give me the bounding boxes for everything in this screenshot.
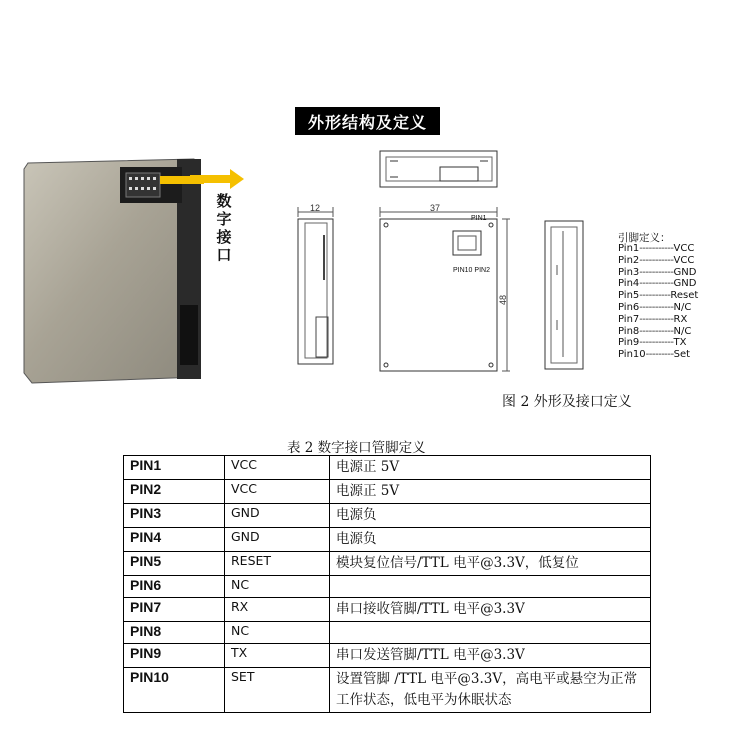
- pin-cell: PIN2: [124, 480, 225, 504]
- signal-cell: GND: [225, 504, 330, 528]
- pin-def-row: Pin3 ----------- GND: [618, 266, 697, 278]
- pin-cell: PIN7: [124, 598, 225, 622]
- desc-cell: 电源正 5V: [330, 480, 651, 504]
- signal-cell: RX: [225, 598, 330, 622]
- signal-cell: VCC: [225, 480, 330, 504]
- desc-cell: [330, 576, 651, 598]
- table-row: [124, 576, 651, 598]
- pin-def-row: Pin9 ----------- TX: [618, 337, 687, 349]
- pin10-pin2-label: PIN10 PIN2: [453, 267, 490, 274]
- digital-interface-label: 数 字 接 口: [216, 192, 232, 264]
- table-row: [124, 504, 651, 528]
- pin-cell: PIN10: [124, 668, 225, 713]
- table-row: [124, 528, 651, 552]
- pin-def-row: Pin10 --------- Set: [618, 349, 691, 361]
- pin-def-list: [618, 243, 698, 361]
- desc-cell: [330, 622, 651, 644]
- pin-def-row: Pin2 ----------- VCC: [618, 254, 695, 266]
- signal-cell: GND: [225, 528, 330, 552]
- signal-cell: TX: [225, 644, 330, 668]
- desc-cell: 串口发送管脚/TTL 电平@3.3V: [330, 644, 651, 668]
- pin-cell: PIN9: [124, 644, 225, 668]
- table-row: [124, 598, 651, 622]
- signal-cell: VCC: [225, 456, 330, 480]
- signal-cell: SET: [225, 668, 330, 713]
- desc-cell: 电源正 5V: [330, 456, 651, 480]
- pin-table: [123, 455, 651, 713]
- figure-title-banner: 外形结构及定义: [295, 107, 440, 135]
- pin-def-row: Pin6 ----------- N/C: [618, 301, 692, 313]
- pin-cell: PIN1: [124, 456, 225, 480]
- pin-def-row: Pin8 ----------- N/C: [618, 325, 692, 337]
- pin-cell: PIN4: [124, 528, 225, 552]
- pin-cell: PIN3: [124, 504, 225, 528]
- signal-cell: NC: [225, 622, 330, 644]
- table-row: [124, 552, 651, 576]
- signal-cell: RESET: [225, 552, 330, 576]
- pin-def-row: Pin5 ---------- Reset: [618, 290, 699, 302]
- pin1-label: PIN1: [471, 215, 487, 222]
- table-caption: 表 2 数字接口管脚定义: [287, 440, 426, 456]
- pin-cell: PIN6: [124, 576, 225, 598]
- pin-cell: PIN5: [124, 552, 225, 576]
- pin-cell: PIN8: [124, 622, 225, 644]
- desc-cell: 设置管脚 /TTL 电平@3.3V，高电平或悬空为正常工作状态，低电平为休眠状态: [330, 668, 651, 713]
- desc-cell: 串口接收管脚/TTL 电平@3.3V: [330, 598, 651, 622]
- pin-def-row: Pin7 ----------- RX: [618, 313, 688, 325]
- desc-cell: 电源负: [330, 528, 651, 552]
- sensor-photo: [22, 155, 204, 385]
- pin-def-row: Pin4 ----------- GND: [618, 278, 697, 290]
- dim-width-side: 12: [310, 203, 321, 213]
- dim-width-top: 37: [430, 203, 441, 213]
- table-row: [124, 456, 651, 480]
- dim-height-side: 48: [498, 294, 508, 305]
- pin-def-title: 引脚定义：: [618, 232, 671, 244]
- signal-cell: NC: [225, 576, 330, 598]
- desc-cell: 模块复位信号/TTL 电平@3.3V，低复位: [330, 552, 651, 576]
- desc-cell: 电源负: [330, 504, 651, 528]
- table-row: [124, 622, 651, 644]
- figure-caption: 图 2 外形及接口定义: [502, 394, 632, 410]
- pin-def-row: Pin1 ----------- VCC: [618, 243, 695, 254]
- table-row: [124, 480, 651, 504]
- table-row: [124, 668, 651, 713]
- yellow-arrow-icon: [190, 168, 245, 190]
- table-row: [124, 644, 651, 668]
